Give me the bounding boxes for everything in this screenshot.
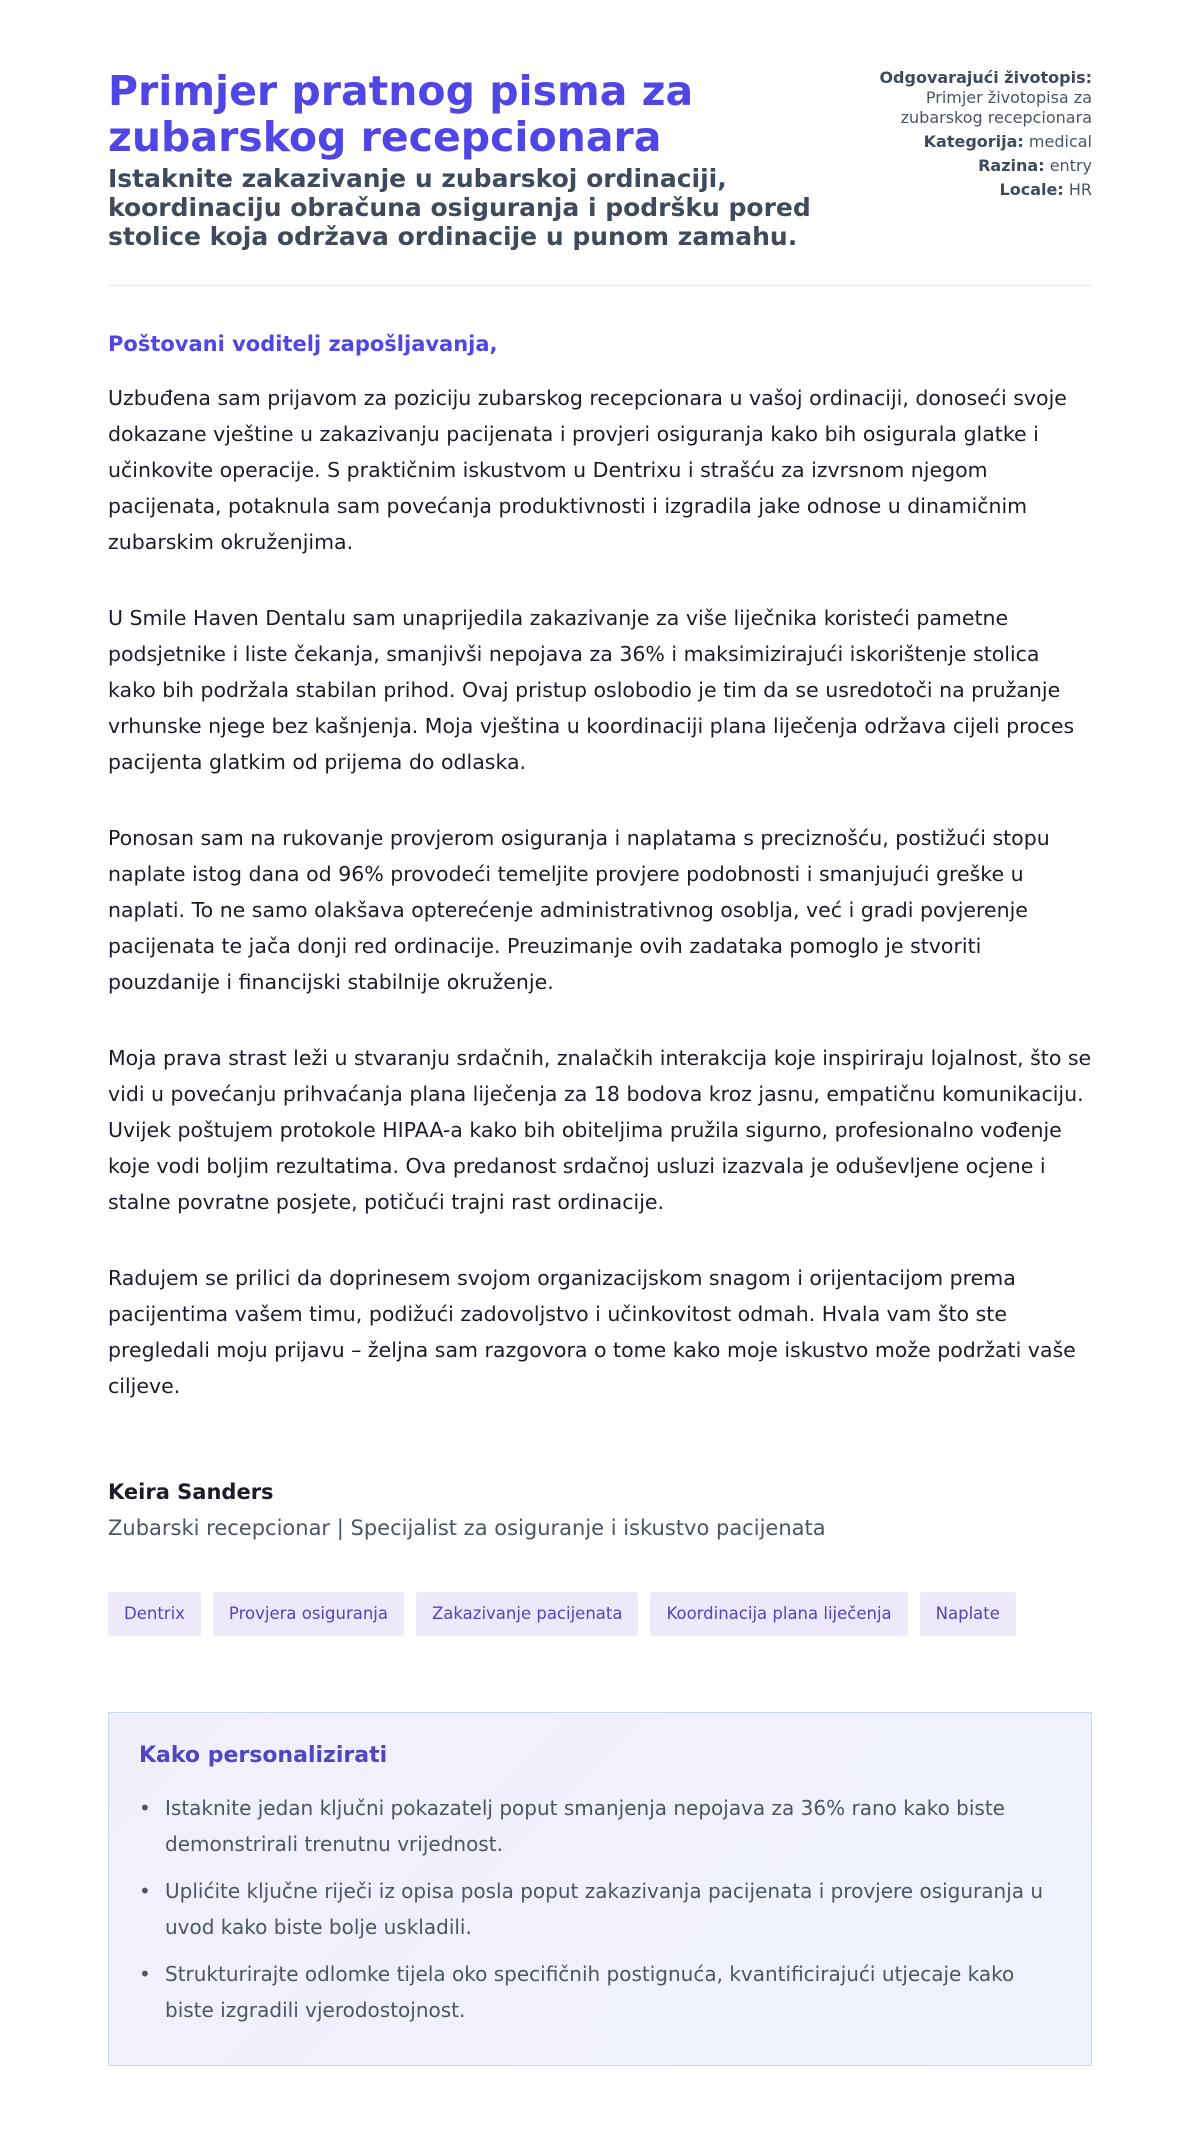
page-header bbox=[108, 68, 1092, 286]
letter-paragraph: Moja prava strast leži u stvaranju srdačnih, znalačkih interakcija koje inspiriraju lojalnost, što se vidi u povećanju prihvaćanja plana liječenja za 18 bodova kroz jasnu, empatičnu komunikaciju. Uvijek poštujem protokole HIPAA-a kako bih obiteljima pružila sigurno, profesionalno vođenje koje vodi boljim rezultatima. Ova predanost srdačnoj usluzi izazvala je oduševljene ocjene i stalne povratne posjete, potičući trajni rast ordinacije. bbox=[108, 1046, 1092, 1214]
skill-tag: Zakazivanje pacijenata bbox=[416, 1592, 638, 1636]
tips-list-item: • Uplićite ključne riječi iz opisa posla poput zakazivanja pacijenata i provjere osiguranja u uvod kako biste bolje uskladili. bbox=[139, 1873, 1061, 1945]
tips-list-item: • Strukturirajte odlomke tijela oko specifičnih postignuća, kvantificirajući utjecaje kako biste izgradili vjerodostojnost. bbox=[139, 1956, 1061, 2028]
meta-level bbox=[842, 156, 1092, 176]
letter-paragraph: Radujem se prilici da doprinesem svojom organizacijskom snagom i orijentacijom prema pacijentima vašem timu, podižući zadovoljstvo i učinkovitost odmah. Hvala vam što ste pregledali moju prijavu – željna sam razgovora o tome kako moje iskustvo može podržati vaše ciljeve. bbox=[108, 1266, 1076, 1398]
letter-paragraph: Uzbuđena sam prijavom za poziciju zubarskog recepcionara u vašoj ordinaciji, donoseći svoje dokazane vještine u zakazivanju pacijenata i provjeri osiguranja kako bih osigurala glatke i učinkovite operacije. S praktičnim iskustvom u Dentrixu i strašću za izvrsnom njegom pacijenata, potaknula sam povećanja produktivnosti i izgradila jake odnose u dinamičnim zubarskim okruženjima. bbox=[108, 386, 1067, 554]
meta-locale-value: HR bbox=[1068, 180, 1092, 199]
letter-paragraph: Ponosan sam na rukovanje provjerom osiguranja i naplatama s preciznošću, postižući stopu naplate istog dana od 96% provodeći temeljite provjere podobnosti i smanjujući greške u naplati. To ne samo olakšava opterećenje administrativnog osoblja, već i gradi povjerenje pacijenata te jača donji red ordinacije. Preuzimanje ovih zadataka pomoglo je stvoriti pouzdanije i financijski stabilnije okruženje. bbox=[108, 826, 1050, 994]
header-titles bbox=[108, 68, 838, 251]
letter-salutation: Poštovani voditelj zapošljavanja, bbox=[108, 332, 498, 356]
signature-role: Zubarski recepcionar | Specijalist za osiguranje i iskustvo pacijenata bbox=[108, 1516, 826, 1540]
meta-resume bbox=[842, 68, 1092, 128]
skill-tags bbox=[108, 1592, 1092, 1636]
meta-resume-value: Primjer životopisa za zubarskog recepcionara bbox=[900, 88, 1092, 127]
letter-body bbox=[108, 380, 1092, 1404]
meta-panel bbox=[842, 68, 1092, 204]
skill-tag: Dentrix bbox=[108, 1592, 201, 1636]
meta-category-value: medical bbox=[1028, 132, 1092, 151]
personalization-tips-box bbox=[108, 1712, 1092, 2066]
meta-category bbox=[842, 132, 1092, 152]
skill-tag: Naplate bbox=[920, 1592, 1016, 1636]
tips-list-item: • Istaknite jedan ključni pokazatelj poput smanjenja nepojava za 36% rano kako biste demonstrirali trenutnu vrijednost. bbox=[139, 1790, 1061, 1862]
meta-locale-label: Locale: bbox=[999, 180, 1064, 199]
meta-category-label: Kategorija: bbox=[923, 132, 1024, 151]
skill-tag: Koordinacija plana liječenja bbox=[650, 1592, 907, 1636]
meta-locale bbox=[842, 180, 1092, 200]
meta-resume-label: Odgovarajući životopis: bbox=[879, 68, 1092, 87]
signature-name: Keira Sanders bbox=[108, 1480, 274, 1504]
skill-tag: Provjera osiguranja bbox=[213, 1592, 404, 1636]
letter-paragraph: U Smile Haven Dentalu sam unaprijedila zakazivanje za više liječnika koristeći pametne podsjetnike i liste čekanja, smanjivši nepojava za 36% i maksimizirajući iskorištenje stolica kako bih podržala stabilan prihod. Ovaj pristup oslobodio je tim da se usredotoči na pružanje vrhunske njege bez kašnjenja. Moja vještina u koordinaciji plana liječenja održava cijeli proces pacijenta glatkim od prijema do odlaska. bbox=[108, 606, 1075, 774]
page-subtitle: Istaknite zakazivanje u zubarskoj ordinaciji, koordinaciju obračuna osiguranja i podršku pored stolice koja održava ordinacije u punom zamahu. bbox=[108, 164, 811, 251]
meta-level-label: Razina: bbox=[978, 156, 1045, 175]
tips-list bbox=[139, 1790, 1061, 2028]
meta-level-value: entry bbox=[1049, 156, 1092, 175]
tips-title: Kako personalizirati bbox=[139, 1743, 388, 1768]
page-title: Primjer pratnog pisma za zubarskog recepcionara bbox=[108, 67, 694, 161]
